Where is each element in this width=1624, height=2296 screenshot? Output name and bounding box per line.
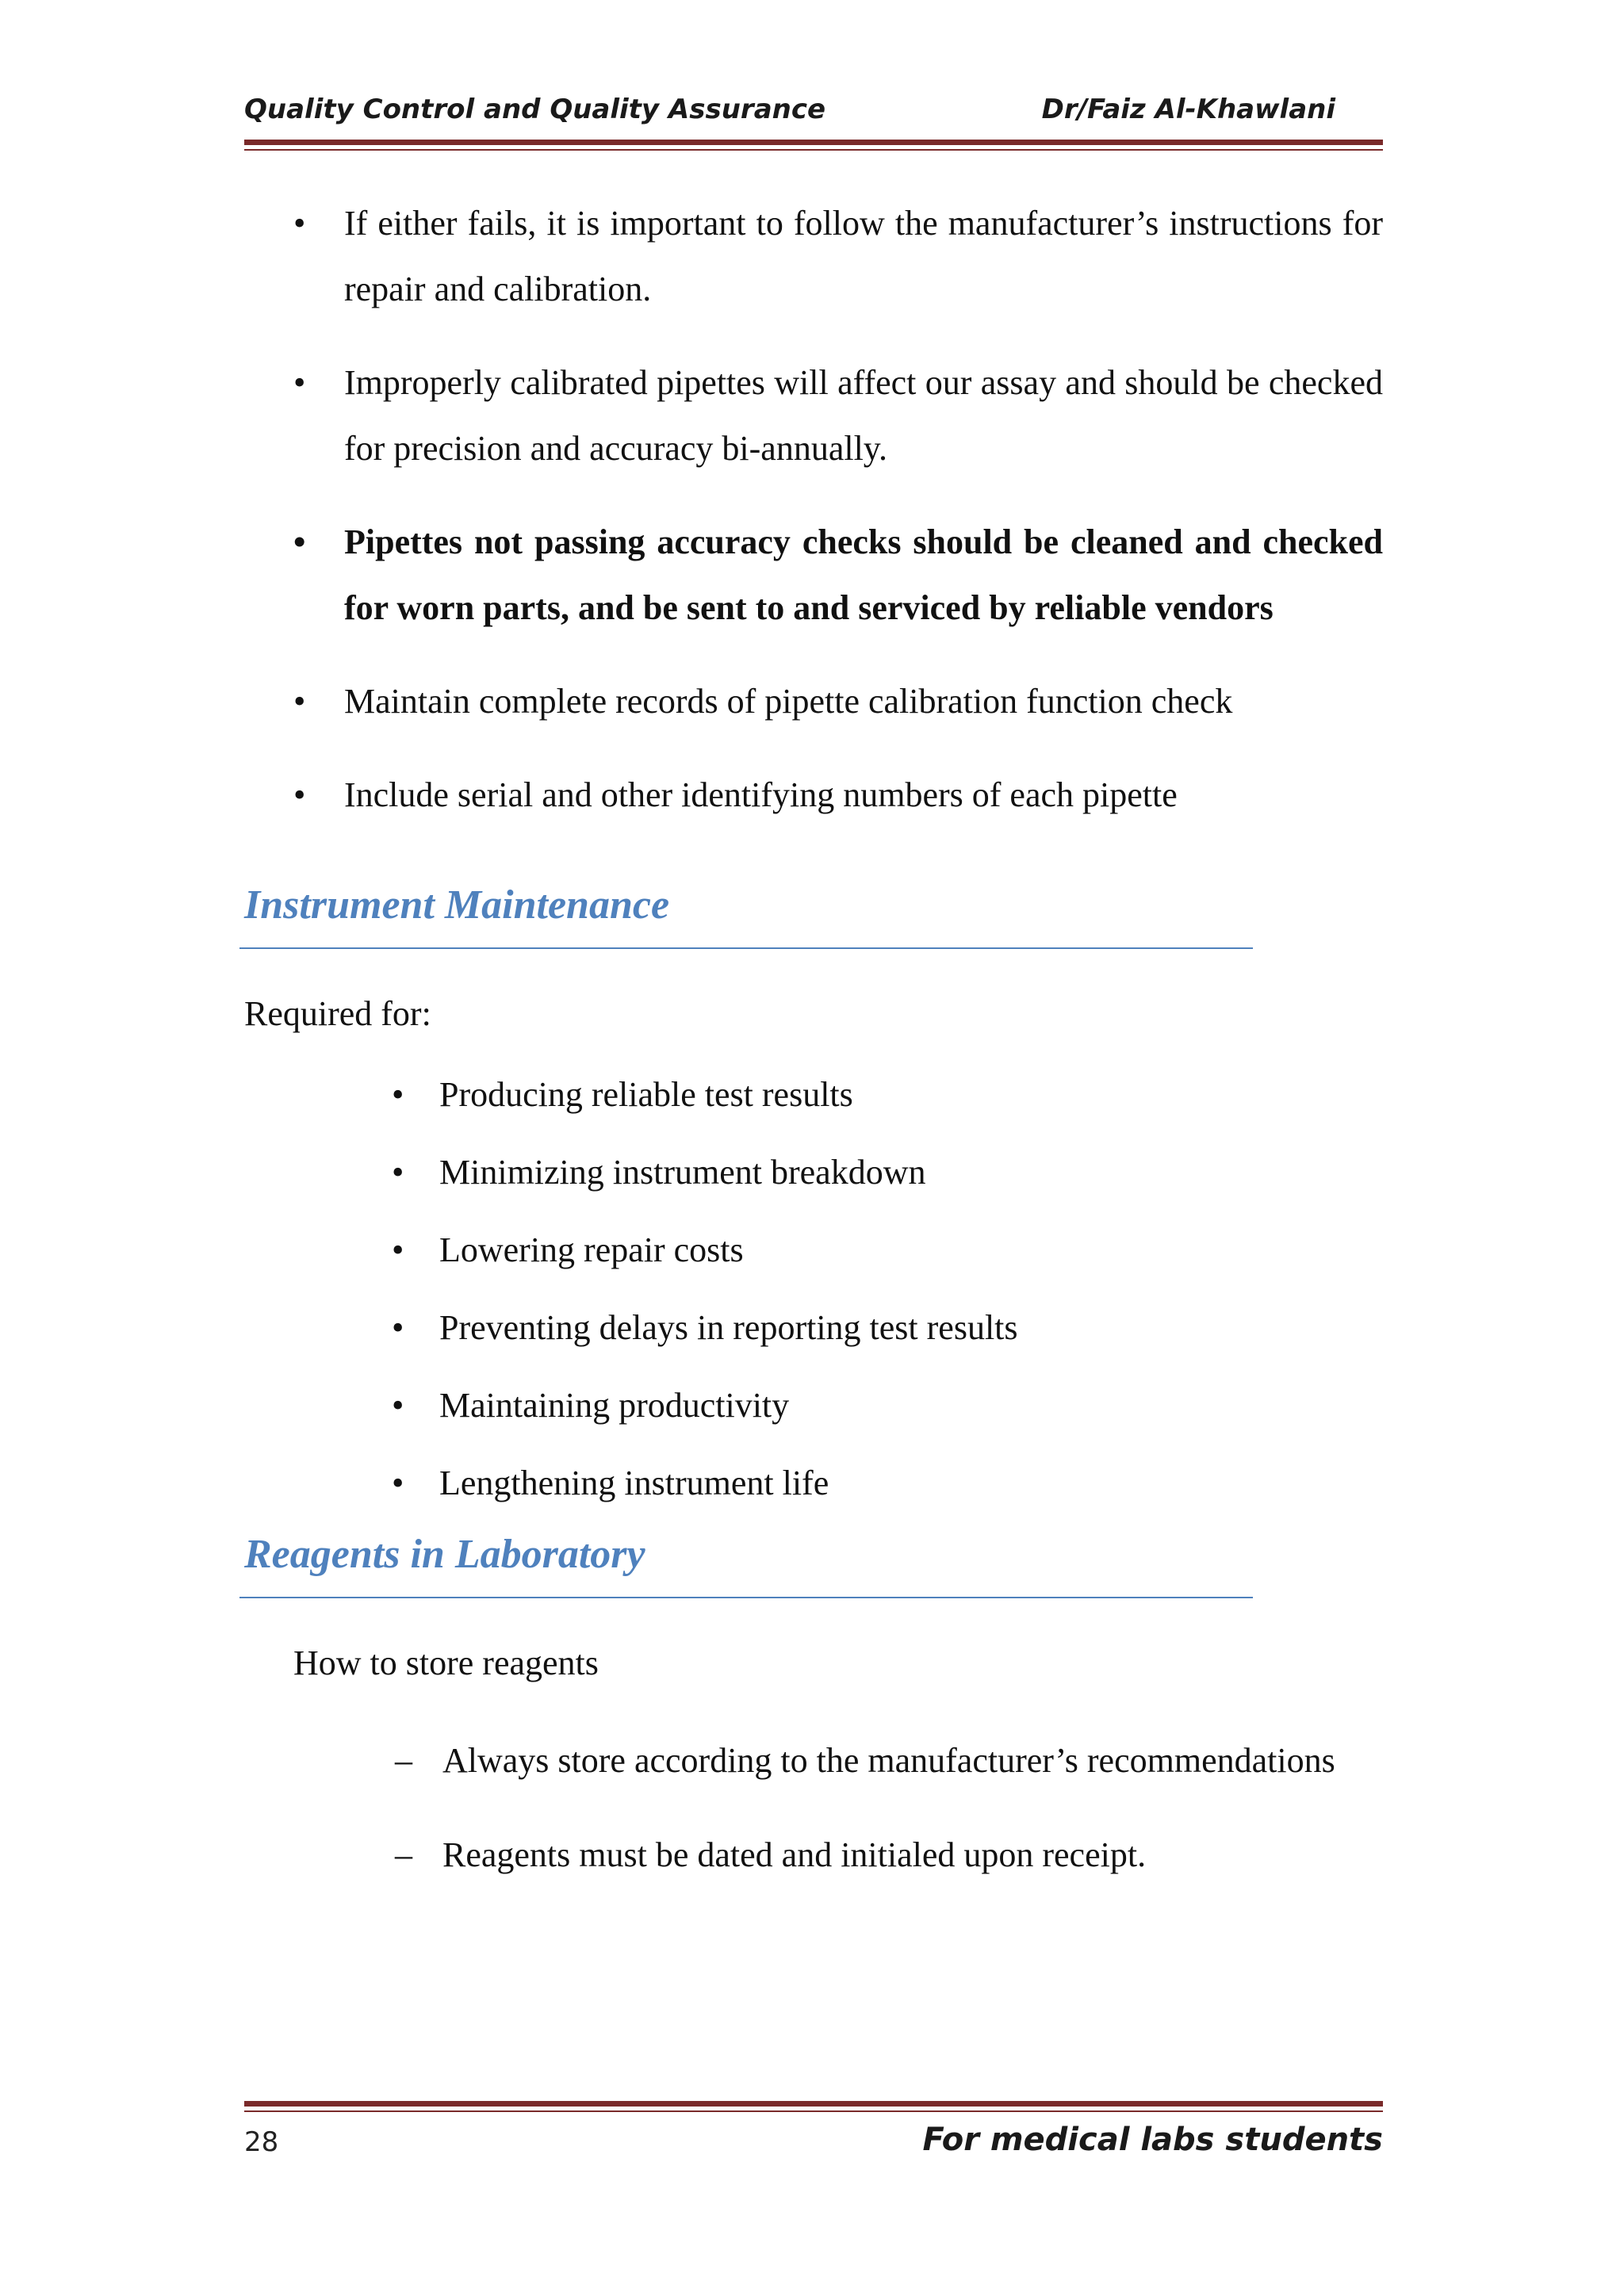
bullet-icon: •	[392, 1153, 404, 1192]
page-header	[244, 94, 1383, 157]
bullet-icon: •	[293, 775, 306, 814]
list-item-text: Maintain complete records of pipette calibration function check	[344, 682, 1233, 721]
footer-rule-thin	[244, 2110, 1383, 2112]
list-item-text: Include serial and other identifying numbers of each pipette	[344, 775, 1178, 814]
bullet-icon: •	[392, 1308, 404, 1347]
list-item-text: Pipettes not passing accuracy checks should be cleaned and checked for worn parts, and be sent to and serviced by reliable vendors	[344, 522, 1383, 627]
bullet-icon: •	[392, 1386, 404, 1425]
header-rule-thin	[244, 149, 1383, 151]
list-item	[244, 509, 1383, 641]
list-item-text: Lowering repair costs	[439, 1230, 744, 1269]
bullet-icon: •	[293, 204, 306, 243]
bullet-icon: •	[392, 1464, 404, 1502]
header-rule-thick	[244, 140, 1383, 145]
reagents-list	[244, 1728, 1383, 1888]
list-item	[244, 668, 1383, 734]
list-item	[244, 1134, 1383, 1211]
header-course-title: Quality Control and Quality Assurance	[244, 94, 826, 125]
list-item	[244, 762, 1383, 828]
list-item-text: Always store according to the manufacturer’s recommendations	[442, 1741, 1335, 1780]
footer-audience: For medical labs students	[922, 2122, 1383, 2158]
bullet-icon: •	[293, 522, 306, 561]
list-item	[244, 1211, 1383, 1289]
dash-icon: –	[395, 1741, 412, 1780]
footer-rule-thick	[244, 2101, 1383, 2107]
bullet-icon: •	[293, 682, 306, 721]
list-item	[244, 1289, 1383, 1367]
section-heading-instrument: Instrument Maintenance	[244, 882, 670, 928]
instrument-intro: Required for:	[244, 994, 431, 1033]
list-item-text: Minimizing instrument breakdown	[439, 1153, 926, 1192]
list-item-text: Preventing delays in reporting test results	[439, 1308, 1018, 1347]
pipette-bullet-list	[244, 190, 1383, 828]
reagents-intro: How to store reagents	[293, 1644, 599, 1682]
list-item	[244, 1056, 1383, 1134]
list-item-text: Lengthening instrument life	[439, 1464, 829, 1502]
list-item-text: Improperly calibrated pipettes will affect our assay and should be checked for precision and accuracy bi-annually.	[344, 363, 1383, 468]
list-item	[244, 1728, 1383, 1793]
list-item-text: Reagents must be dated and initialed upon receipt.	[442, 1835, 1147, 1874]
list-item	[244, 1367, 1383, 1445]
bullet-icon: •	[392, 1230, 404, 1269]
header-author: Dr/Faiz Al-Khawlani	[1041, 94, 1335, 125]
list-item	[244, 1822, 1383, 1888]
list-item	[244, 1445, 1383, 1522]
dash-icon: –	[395, 1835, 412, 1874]
section-heading-reagents: Reagents in Laboratory	[244, 1532, 645, 1577]
page-number: 28	[244, 2126, 279, 2158]
list-item-text: Maintaining productivity	[439, 1386, 790, 1425]
list-item	[244, 190, 1383, 322]
bullet-icon: •	[293, 363, 306, 402]
section-rule	[239, 1597, 1253, 1598]
page-body	[244, 190, 1383, 1916]
list-item-text: If either fails, it is important to follow the manufacturer’s instructions for repair and calibration.	[344, 204, 1383, 308]
list-item-text: Producing reliable test results	[439, 1075, 853, 1114]
instrument-list	[244, 1056, 1383, 1522]
section-rule	[239, 947, 1253, 949]
list-item	[244, 350, 1383, 481]
bullet-icon: •	[392, 1075, 404, 1114]
